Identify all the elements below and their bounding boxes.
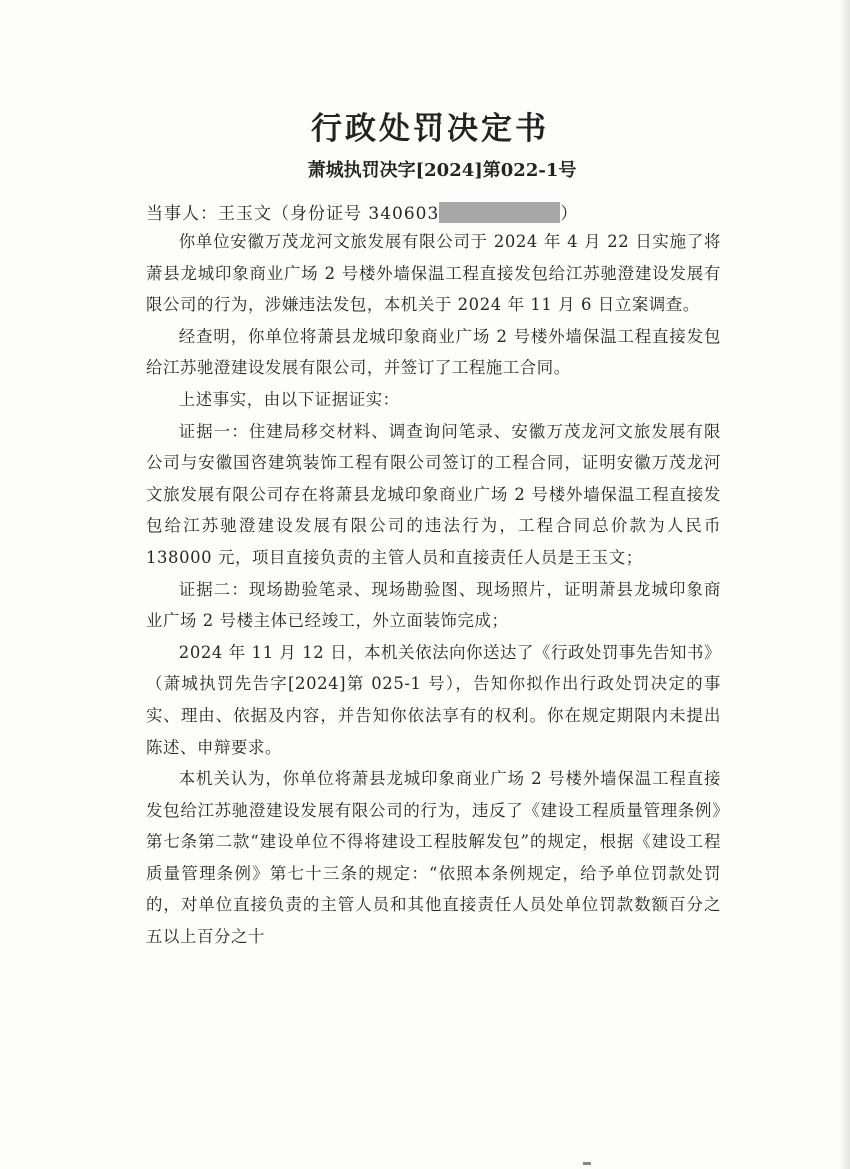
party-close-paren: ）: [560, 204, 579, 224]
paragraph-evidence-2: 证据二：现场勘验笔录、现场勘验图、现场照片，证明萧县龙城印象商业广场 2 号楼主体已经竣工，外立面装饰完成；: [146, 579, 721, 631]
paragraph-notice: 2024 年 11 月 12 日，本机关依法向你送达了《行政处罚事先告知书》（萧城执罚先告字[2024]第 025-1 号），告知你拟作出行政处罚决定的事实、理由、依据及内容，并告知你依法享有的权利。你在规定期限内未提出陈述、申辩要求。: [146, 642, 721, 757]
document-title: 行政处罚决定书: [311, 111, 549, 147]
paragraph-evidence-1: 证据一：住建局移交材料、调查询问笔录、安徽万茂龙河文旅发展有限公司与安徽国咨建筑装饰工程有限公司签订的工程合同，证明安徽万茂龙河文旅发展有限公司存在将萧县龙城印象商业广场 2 号楼外墙保温工程直接发包给江苏驰澄建设发展有限公司的违法行为，工程合同总价款为人民币 138000 元，项目直接负责的主管人员和直接责任人员是王玉文；: [146, 421, 721, 567]
paragraph-conclusion: 本机关认为，你单位将萧县龙城印象商业广场 2 号楼外墙保温工程直接发包给江苏驰澄建设发展有限公司的行为，违反了《建设工程质量管理条例》第七条第二款“建设单位不得将建设工程肢解发包”的规定，根据《建设工程质量管理条例》第七十三条的规定：“依照本条例规定，给予单位罚款处罚的，对单位直接负责的主管人员和其他直接责任人员处单位罚款数额百分之五以上百分之十: [146, 769, 721, 947]
paragraph-findings: 经查明，你单位将萧县龙城印象商业广场 2 号楼外墙保温工程直接发包给江苏驰澄建设发展有限公司，并签订了工程施工合同。: [146, 326, 721, 378]
document-body: [146, 226, 721, 953]
document-number: 萧城执罚决字[2024]第022-1号: [307, 160, 577, 181]
redaction-box: [439, 202, 560, 223]
party-label: 当事人：王玉文（身份证号 340603: [146, 204, 440, 224]
scan-mark: [583, 1162, 591, 1165]
paragraph-evidence-intro: 上述事实，由以下证据证实：: [178, 389, 400, 409]
paragraph-facts: 你单位安徽万茂龙河文旅发展有限公司于 2024 年 4 月 22 日实施了将萧县龙城印象商业广场 2 号楼外墙保温工程直接发包给江苏驰澄建设发展有限公司的行为，涉嫌违法发包，本机关于 2024 年 11 月 6 日立案调查。: [146, 232, 721, 315]
party-line: [146, 199, 578, 224]
